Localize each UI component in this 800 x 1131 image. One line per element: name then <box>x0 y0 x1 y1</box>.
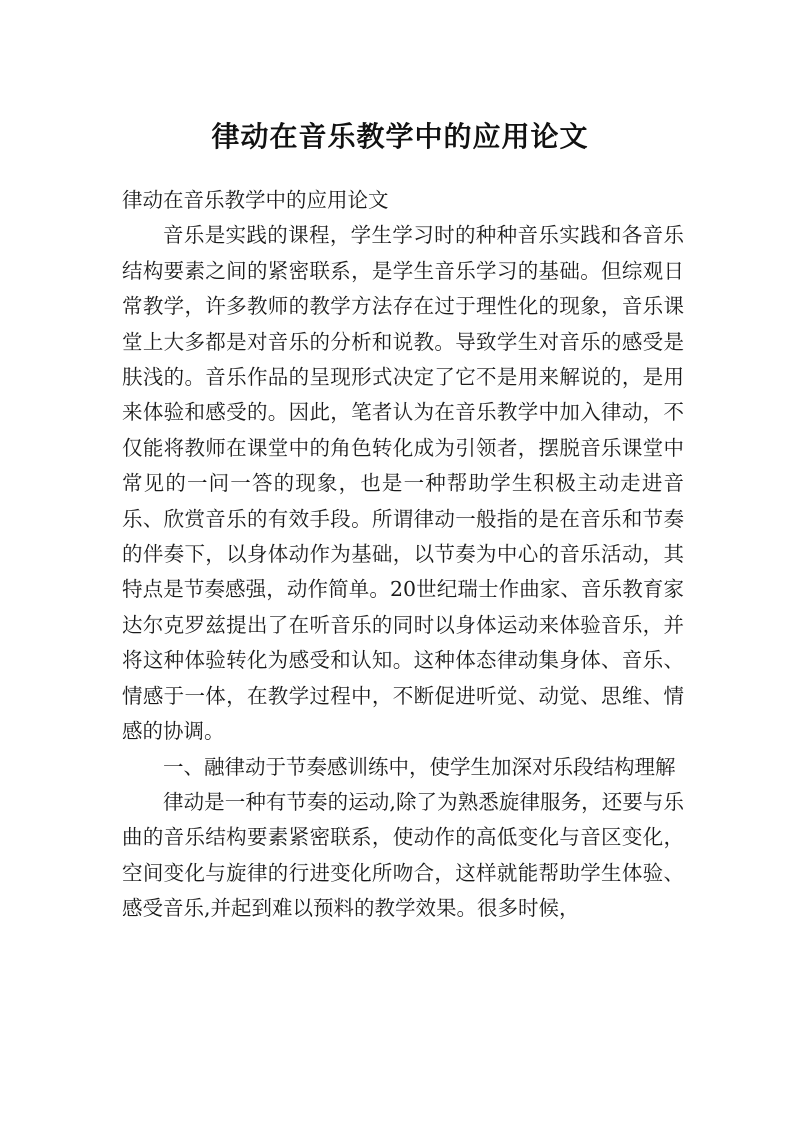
section-heading-1: 一、融律动于节奏感训练中，使学生加深对乐段结构理解 <box>163 754 676 779</box>
paragraph-intro: 音乐是实践的课程，学生学习时的种种音乐实践和各音乐结构要素之间的紧密联系，是学生音乐学习的基础。但综观日常教学，许多教师的教学方法存在过于理性化的现象，音乐课堂上大多都是对音乐的分析和说教。导致学生对音乐的感受是肤浅的。音乐作品的呈现形式决定了它不是用来解说的，是用来体验和感受的。因此，笔者认为在音乐教学中加入律动，不仅能将教师在课堂中的角色转化成为引领者，摆脱音乐课堂中常见的一问一答的现象，也是一种帮助学生积极主动走进音乐、欣赏音乐的有效手段。所谓律动一般指的是在音乐和节奏的伴奏下，以身体动作为基础，以节奏为中心的音乐活动，其特点是节奏感强，动作简单。20世纪瑞士作曲家、音乐教育家达尔克罗兹提出了在听音乐的同时以身体运动来体验音乐，并将这种体验转化为感受和认知。这种体态律动集身体、音乐、情感于一体，在教学过程中，不断促进听觉、动觉、思维、情感的协调。 <box>122 223 684 744</box>
document-title: 律动在音乐教学中的应用论文 <box>211 119 589 153</box>
document-body <box>122 183 684 927</box>
paragraph-section-1: 律动是一种有节奏的运动,除了为熟悉旋律服务，还要与乐曲的音乐结构要素紧密联系，使动作的高低变化与音区变化，空间变化与旋律的行进变化所吻合，这样就能帮助学生体验、感受音乐,并起到难以预料的教学效果。很多时候， <box>122 789 684 921</box>
document-subtitle: 律动在音乐教学中的应用论文 <box>122 188 389 212</box>
